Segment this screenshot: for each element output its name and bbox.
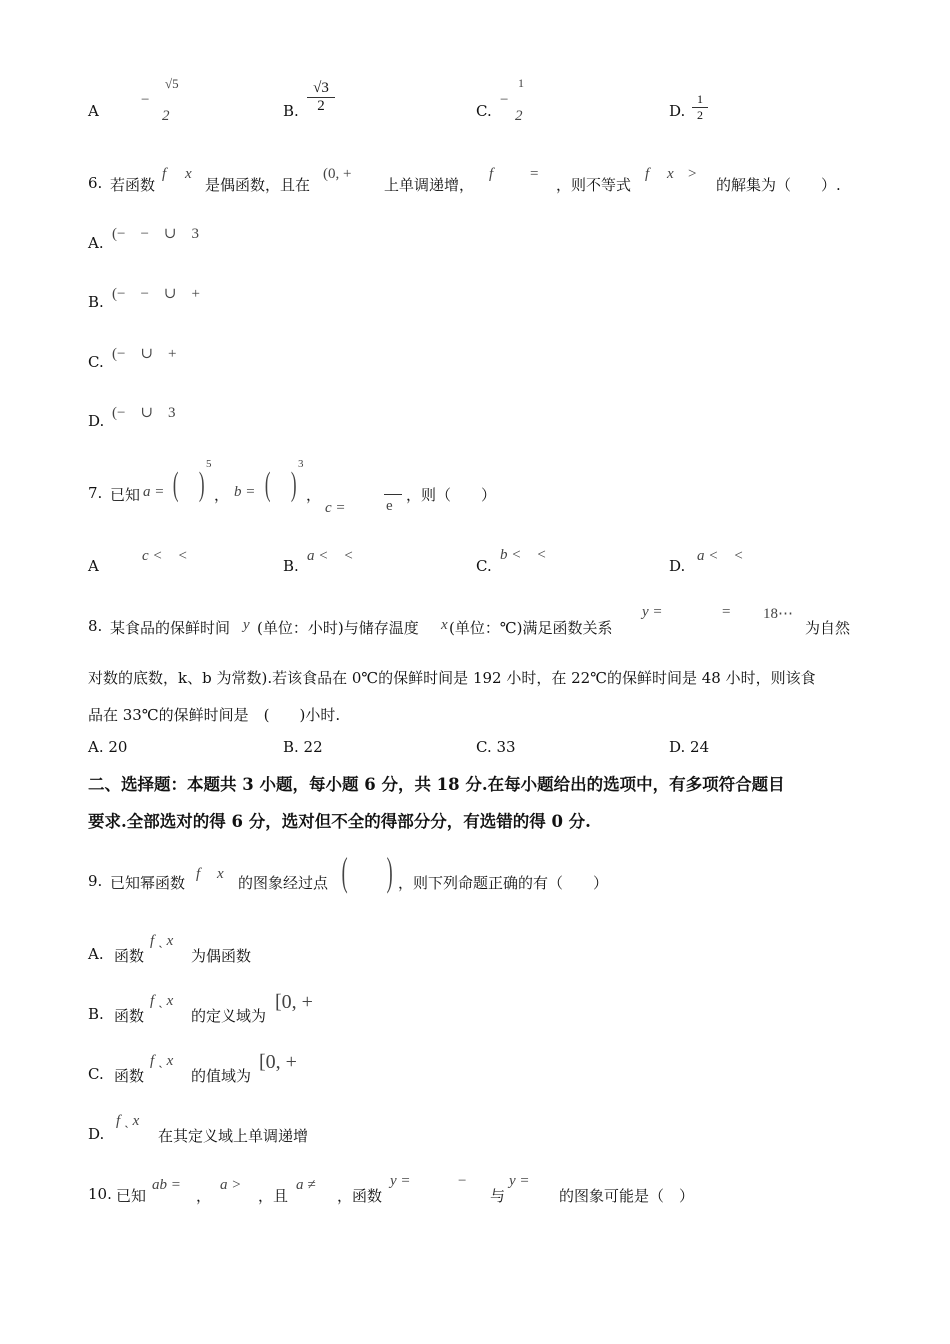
q6-text-2: 是偶函数，且在: [205, 176, 311, 194]
q9-option-d-f-icon: f ˎ x: [116, 1113, 140, 1129]
q9-point-left-paren: (: [341, 849, 348, 894]
q5-option-c-label: C.: [476, 102, 492, 120]
q6-f2: f: [489, 166, 494, 182]
section-2-line-2: 要求.全部选对的得 6 分，选对但不全的得部分分，有选错的得 0 分.: [88, 812, 591, 831]
q5-option-d-label: D.: [669, 102, 686, 120]
q7-option-b-label: B.: [283, 557, 299, 575]
q6-option-a: (− − ∪ 3: [112, 226, 199, 242]
q5-option-a-sign: −: [141, 92, 150, 108]
q9-point-right-paren: ): [386, 849, 393, 894]
q5-option-d-fraction: [692, 92, 708, 123]
q10-text-2: ，且: [258, 1187, 289, 1205]
q9-option-b-interval: [0, +: [275, 991, 313, 1013]
q5-option-c-denominator: 2: [515, 108, 523, 124]
q9-x: x: [217, 866, 224, 882]
q6-option-b: (− − ∪ +: [112, 286, 200, 302]
q5-option-d-denominator: 2: [692, 107, 708, 123]
section-2-line-1: 二、选择题：本题共 3 小题，每小题 6 分，共 18 分.在每小题给出的选项中，有多项符合题目: [88, 775, 785, 794]
q7-comma-2: ，: [306, 486, 322, 504]
q6-option-a-label: A.: [88, 234, 104, 252]
q7-text-2: ，则（ ）: [406, 486, 497, 504]
q7-comma-1: ，: [214, 486, 230, 504]
q6-text-1: 若函数: [110, 176, 156, 194]
q5-option-b-label: B.: [283, 102, 299, 120]
q8-formula-e: 18⋯: [763, 606, 793, 622]
q10-y2: y =: [509, 1173, 530, 1189]
q7-option-d: a < <: [697, 548, 744, 564]
q5-option-a-numerator: √5: [165, 76, 179, 91]
q9-option-c-interval: [0, +: [259, 1051, 297, 1073]
q9-text-2: 的图象经过点: [238, 874, 329, 892]
q6-text-3: 上单调递增，: [384, 176, 475, 194]
q7-option-c-label: C.: [476, 557, 492, 575]
q7-fraction-bar: [384, 494, 402, 495]
q10-minus: −: [458, 1173, 467, 1189]
q10-a-gt: a >: [220, 1177, 242, 1193]
q10-text-3: ，函数: [337, 1187, 383, 1205]
q8-line-3: 品在 33℃的保鲜时间是 ( )小时.: [88, 706, 341, 724]
q9-option-d-label: D.: [88, 1125, 105, 1143]
q6-text-5: 的解集为（ ）.: [716, 176, 841, 194]
q10-text-4: 与: [490, 1187, 506, 1205]
q9-option-c-pre: 函数: [114, 1067, 145, 1085]
q8-formula-y: y =: [642, 604, 663, 620]
q6-option-b-label: B.: [88, 293, 104, 311]
q5-option-c-sign: −: [500, 92, 509, 108]
q7-c-eq: c =: [325, 500, 346, 516]
q7-a-exponent: 5: [206, 458, 212, 470]
q8-text-3: (单位：℃)满足函数关系: [449, 619, 613, 637]
q8-option-d: D. 24: [669, 738, 710, 756]
q7-option-b: a < <: [307, 548, 354, 564]
q7-option-a: c < <: [142, 548, 188, 564]
q7-option-c: b < <: [500, 547, 547, 563]
q6-f1: f: [162, 166, 167, 182]
q8-option-c: C. 33: [476, 738, 516, 756]
q10-comma-1: ，: [196, 1187, 212, 1205]
q6-option-d: (− ∪ 3: [112, 405, 176, 421]
q9-option-b-label: B.: [88, 1005, 104, 1023]
q5-option-a-denominator: 2: [162, 108, 170, 124]
q5-option-d-numerator: 1: [697, 92, 703, 106]
q9-option-c-post: 的值域为: [191, 1067, 252, 1085]
q7-a-right-paren: ): [198, 466, 205, 503]
q9-option-a-label: A.: [88, 945, 104, 963]
q10-text-1: 已知: [116, 1187, 147, 1205]
q6-eq: =: [530, 166, 539, 182]
q10-y1: y =: [390, 1173, 411, 1189]
q10-text-5: 的图象可能是（ ）: [559, 1187, 695, 1205]
q7-option-d-label: D.: [669, 557, 686, 575]
q8-formula-eq: =: [722, 604, 731, 620]
q7-a-eq: a =: [143, 484, 165, 500]
q6-text-4: ，则不等式: [556, 176, 632, 194]
q6-option-d-label: D.: [88, 412, 105, 430]
q7-b-eq: b =: [234, 484, 256, 500]
q6-gt: >: [688, 166, 697, 182]
q9-number: 9.: [88, 872, 103, 890]
q7-option-a-label: A: [88, 557, 99, 575]
q9-option-c-label: C.: [88, 1065, 104, 1083]
q5-option-b-denominator: 2: [307, 97, 335, 115]
q6-option-c-label: C.: [88, 353, 104, 371]
q7-text-1: 已知: [110, 486, 141, 504]
q8-line-2: 对数的底数，k、b 为常数).若该食品在 0℃的保鲜时间是 192 小时，在 22℃的保鲜时间是 48 小时，则该食: [88, 669, 816, 687]
q8-x: x: [441, 617, 448, 633]
q9-text-3: ，则下列命题正确的有（ ）: [398, 874, 609, 892]
q9-option-a-post: 为偶函数: [191, 947, 252, 965]
q8-text-4: 为自然: [805, 619, 851, 637]
q9-f: f: [196, 866, 201, 882]
q9-option-a-pre: 函数: [114, 947, 145, 965]
q9-option-d-post: 在其定义域上单调递增: [158, 1127, 309, 1145]
q10-a-ne: a ≠: [296, 1177, 316, 1193]
q5-option-a-label: A: [88, 102, 99, 120]
q10-number: 10.: [88, 1185, 112, 1203]
q7-a-left-paren: (: [172, 466, 179, 503]
q7-number: 7.: [88, 484, 103, 502]
q8-y: y: [243, 617, 250, 633]
q6-x1: x: [185, 166, 192, 182]
q5-option-b-numerator: √3: [313, 80, 329, 96]
q9-option-b-post: 的定义域为: [191, 1007, 267, 1025]
q8-number: 8.: [88, 617, 103, 635]
q8-option-a: A. 20: [88, 738, 128, 756]
q6-option-c: (− ∪ +: [112, 346, 177, 362]
q6-interval: (0, +: [323, 166, 352, 182]
q8-text-2: (单位：小时)与储存温度: [257, 619, 419, 637]
q10-ab: ab =: [152, 1177, 181, 1193]
q6-f3: f: [645, 166, 650, 182]
q8-option-b: B. 22: [283, 738, 323, 756]
q9-option-a-f-icon: f ˎ x: [150, 933, 174, 949]
q9-text-1: 已知幂函数: [110, 874, 186, 892]
q8-text-1: 某食品的保鲜时间: [110, 619, 231, 637]
q7-b-right-paren: ): [290, 466, 297, 503]
q9-option-b-pre: 函数: [114, 1007, 145, 1025]
q9-option-c-f-icon: f ˎ x: [150, 1053, 174, 1069]
q9-option-b-f-icon: f ˎ x: [150, 993, 174, 1009]
q5-option-c-numerator: 1: [518, 76, 524, 90]
q6-number: 6.: [88, 174, 103, 192]
q7-b-exponent: 3: [298, 458, 304, 470]
q5-option-b-fraction: [307, 80, 335, 115]
q6-x3: x: [667, 166, 674, 182]
q7-e: e: [386, 498, 393, 514]
q7-b-left-paren: (: [264, 466, 271, 503]
